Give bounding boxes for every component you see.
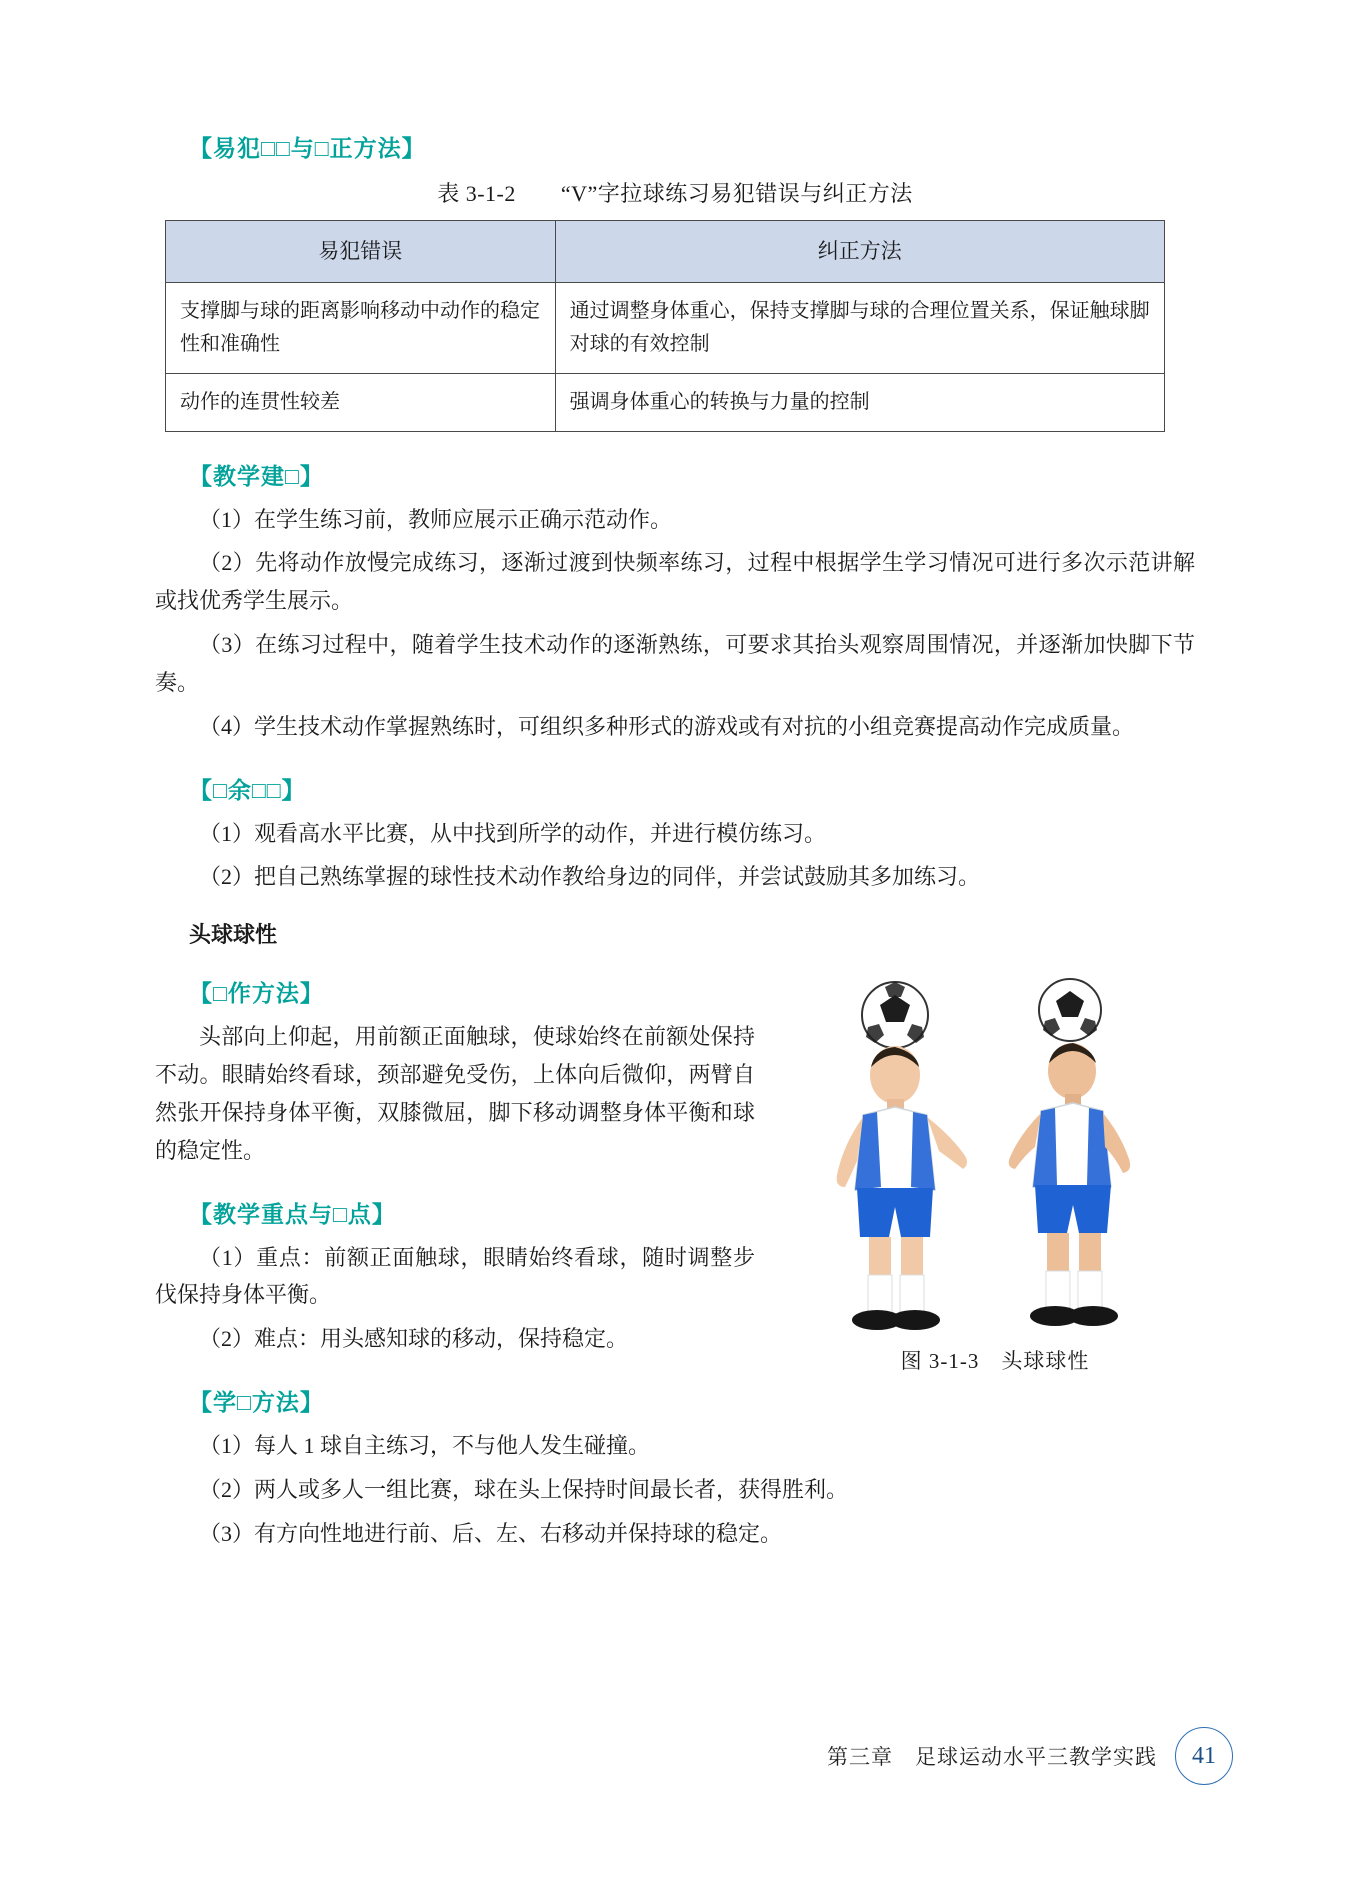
table-row — [166, 282, 1165, 373]
teaching-advice-item-2: （2）先将动作放慢完成练习，逐渐过渡到快频率练习，过程中根据学生学习情况可进行多次示范讲解或找优秀学生展示。 — [155, 550, 1195, 614]
table-header-cell-errors: 易犯错误 — [166, 221, 556, 283]
learning-method-item-1: （1）每人 1 球自主练习，不与他人发生碰撞。 — [199, 1433, 651, 1459]
page-content — [155, 130, 1195, 1559]
table-row — [166, 373, 1165, 431]
extension-item-2: （2）把自己熟练掌握的球性技术动作教给身边的同伴，并尝试鼓励其多加练习。 — [199, 864, 981, 890]
figure-heading-ball — [785, 975, 1205, 1375]
key-point-item-2: （2）难点：用头感知球的移动，保持稳定。 — [199, 1326, 629, 1352]
teaching-advice-item-1: （1）在学生练习前，教师应展示正确示范动作。 — [199, 506, 673, 532]
common-errors-table — [165, 220, 1165, 432]
heading-method: 【□作方法】 — [189, 980, 324, 1007]
table-caption: 表 3-1-2 “V”字拉球练习易犯错误与纠正方法 — [437, 181, 913, 206]
subheading-heading-ball-skill: 头球球性 — [189, 922, 278, 948]
teaching-advice-item-3: （3）在练习过程中，随着学生技术动作的逐渐熟练，可要求其抬头观察周围情况，并逐渐加快脚下节奏。 — [155, 632, 1195, 695]
page-footer — [827, 1727, 1233, 1785]
table-cell-correction: 通过调整身体重心，保持支撑脚与球的合理位置关系，保证触球脚对球的有效控制 — [555, 282, 1164, 373]
heading-learning-method: 【学□方法】 — [189, 1389, 324, 1416]
heading-key-points: 【教学重点与□点】 — [189, 1200, 396, 1227]
table-cell-error: 支撑脚与球的距离影响移动中动作的稳定性和准确性 — [166, 282, 556, 373]
table-header-cell-corrections: 纠正方法 — [555, 221, 1164, 283]
method-paragraph: 头部向上仰起，用前额正面触球，使球始终在前额处保持不动。眼睛始终看球，颈部避免受伤，上体向后微仰，两臂自然张开保持身体平衡，双膝微屈，脚下移动调整身体平衡和球的稳定性。 — [155, 1024, 755, 1163]
extension-item-1: （1）观看高水平比赛，从中找到所学的动作，并进行模仿练习。 — [199, 820, 827, 846]
method-and-figure-section — [155, 975, 1195, 1417]
heading-common-errors: 【易犯□□与□正方法】 — [189, 135, 426, 161]
table-cell-error: 动作的连贯性较差 — [166, 373, 556, 431]
table-header-row — [166, 221, 1165, 283]
method-text-column — [155, 975, 755, 1417]
page-number: 41 — [1175, 1727, 1233, 1785]
learning-method-item-2: （2）两人或多人一组比赛，球在头上保持时间最长者，获得胜利。 — [199, 1476, 849, 1502]
footer-chapter-title: 第三章 足球运动水平三教学实践 — [827, 1745, 1157, 1769]
heading-ball-illustration — [785, 975, 1205, 1335]
heading-extension: 【□余□□】 — [189, 776, 306, 803]
figure-caption: 图 3-1-3 头球球性 — [900, 1349, 1090, 1374]
table-cell-correction: 强调身体重心的转换与力量的控制 — [555, 373, 1164, 431]
heading-teaching-advice: 【教学建□】 — [189, 462, 324, 489]
teaching-advice-item-4: （4）学生技术动作掌握熟练时，可组织多种形式的游戏或有对抗的小组竞赛提高动作完成质量。 — [199, 713, 1135, 739]
learning-method-item-3: （3）有方向性地进行前、后、左、右移动并保持球的稳定。 — [199, 1520, 783, 1546]
key-point-item-1: （1）重点：前额正面触球，眼睛始终看球，随时调整步伐保持身体平衡。 — [155, 1244, 755, 1308]
